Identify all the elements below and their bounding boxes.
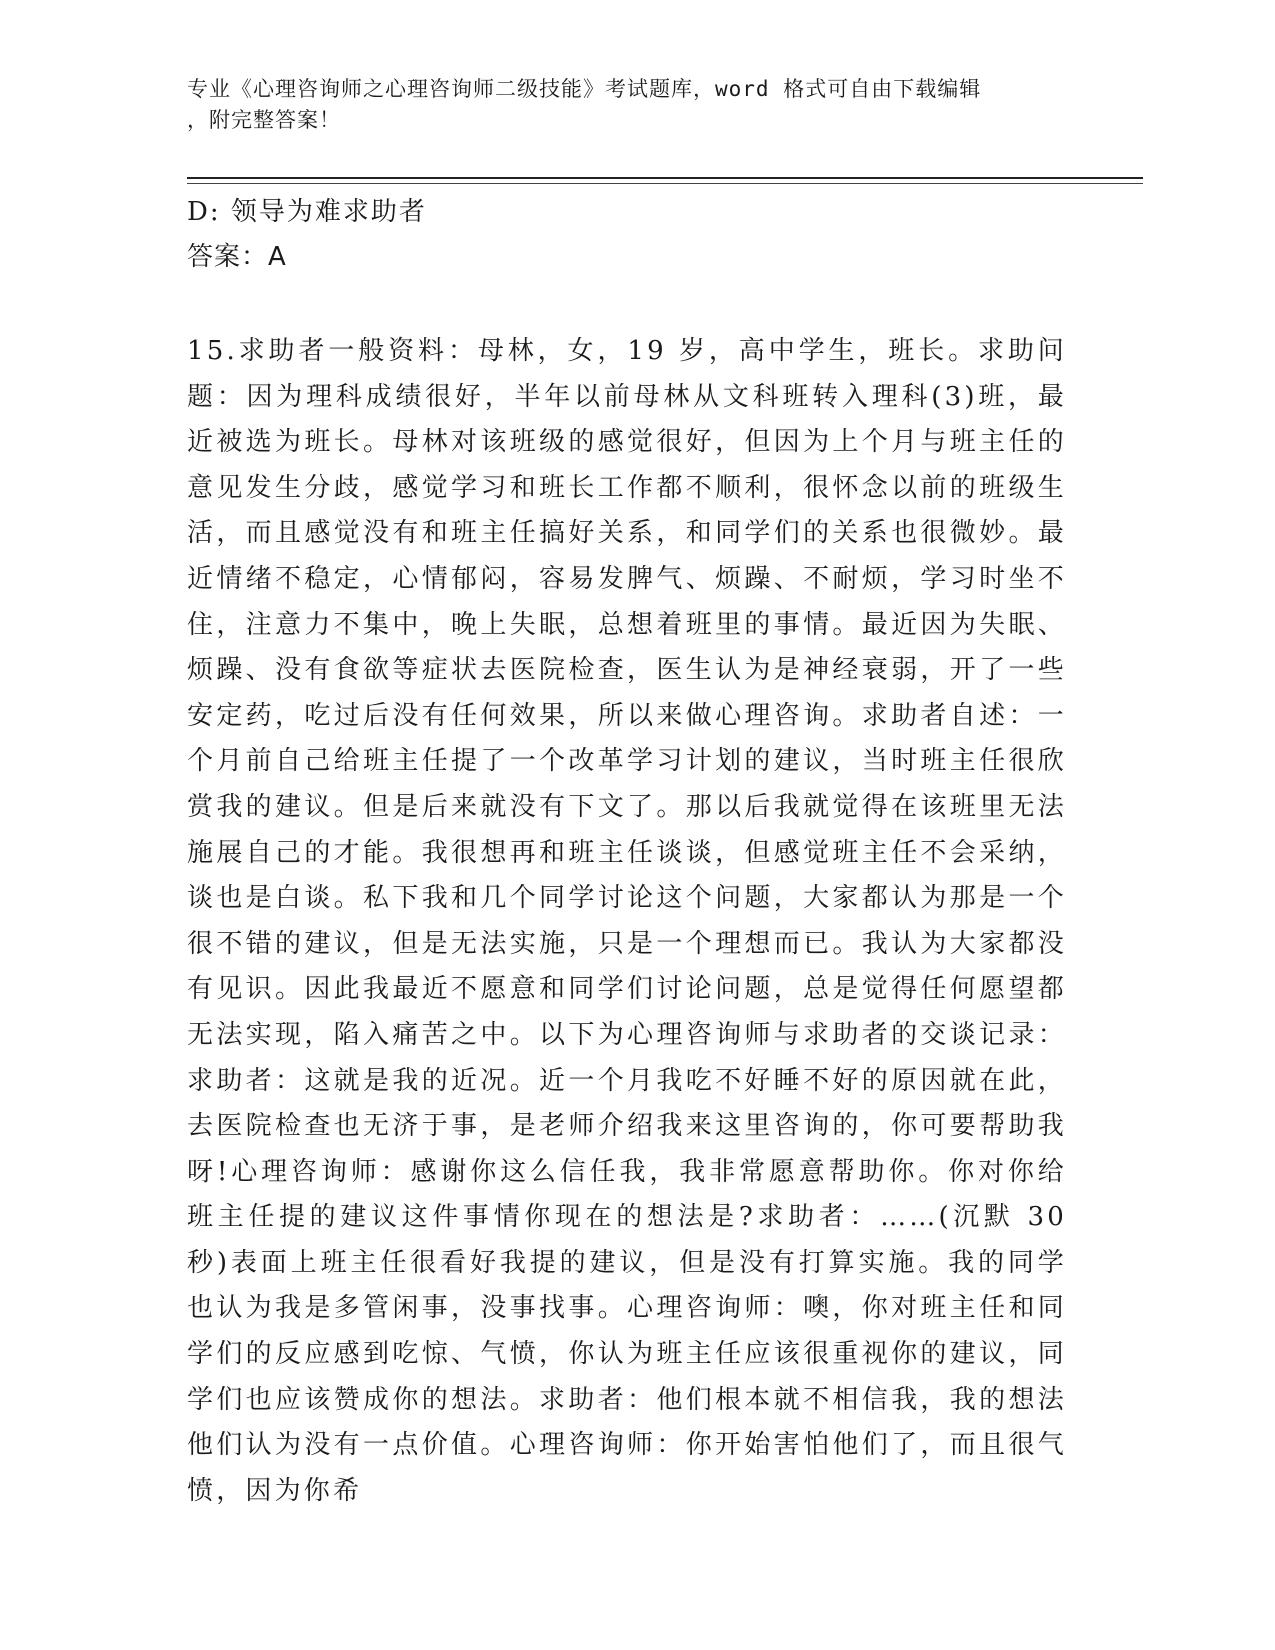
- header-divider-thin: [187, 183, 1143, 184]
- page-header: [187, 74, 1067, 136]
- header-divider-thick: [187, 177, 1143, 179]
- option-d: D: 领导为难求助者: [187, 197, 427, 227]
- answer-label: 答案：A: [187, 242, 287, 272]
- header-line-1: 专业《心理咨询师之心理咨询师二级技能》考试题库，word 格式可自由下载编辑: [187, 77, 982, 101]
- header-line-2: ，附完整答案！: [187, 108, 341, 132]
- question-15-body: 15.求助者一般资料：母林，女，19 岁，高中学生，班长。求助问题：因为理科成绩很好，半年以前母林从文科班转入理科(3)班，最近被选为班长。母林对该班级的感觉很好，但因为上个月与班主任的意见发生分歧，感觉学习和班长工作都不顺利，很怀念以前的班级生活，而且感觉没有和班主任搞好关系，和同学们的关系也很微妙。最近情绪不稳定，心情郁闷，容易发脾气、烦躁、不耐烦，学习时坐不住，注意力不集中，晚上失眠，总想着班里的事情。最近因为失眠、烦躁、没有食欲等症状去医院检查，医生认为是神经衰弱，开了一些安定药，吃过后没有任何效果，所以来做心理咨询。求助者自述：一个月前自己给班主任提了一个改革学习计划的建议，当时班主任很欣赏我的建议。但是后来就没有下文了。那以后我就觉得在该班里无法施展自己的才能。我很想再和班主任谈谈，但感觉班主任不会采纳，谈也是白谈。私下我和几个同学讨论这个问题，大家都认为那是一个很不错的建议，但是无法实施，只是一个理想而已。我认为大家都没有见识。因此我最近不愿意和同学们讨论问题，总是觉得任何愿望都无法实现，陷入痛苦之中。以下为心理咨询师与求助者的交谈记录：求助者：这就是我的近况。近一个月我吃不好睡不好的原因就在此，去医院检查也无济于事，是老师介绍我来这里咨询的，你可要帮助我呀!心理咨询师：感谢你这么信任我，我非常愿意帮助你。你对你给班主任提的建议这件事情你现在的想法是?求助者：……(沉默 30 秒)表面上班主任很看好我提的建议，但是没有打算实施。我的同学也认为我是多管闲事，没事找事。心理咨询师：噢，你对班主任和同学们的反应感到吃惊、气愤，你认为班主任应该很重视你的建议，同学们也应该赞成你的想法。求助者：他们根本就不相信我，我的想法他们认为没有一点价值。心理咨询师：你开始害怕他们了，而且很气愤，因为你希: [187, 336, 1067, 1506]
